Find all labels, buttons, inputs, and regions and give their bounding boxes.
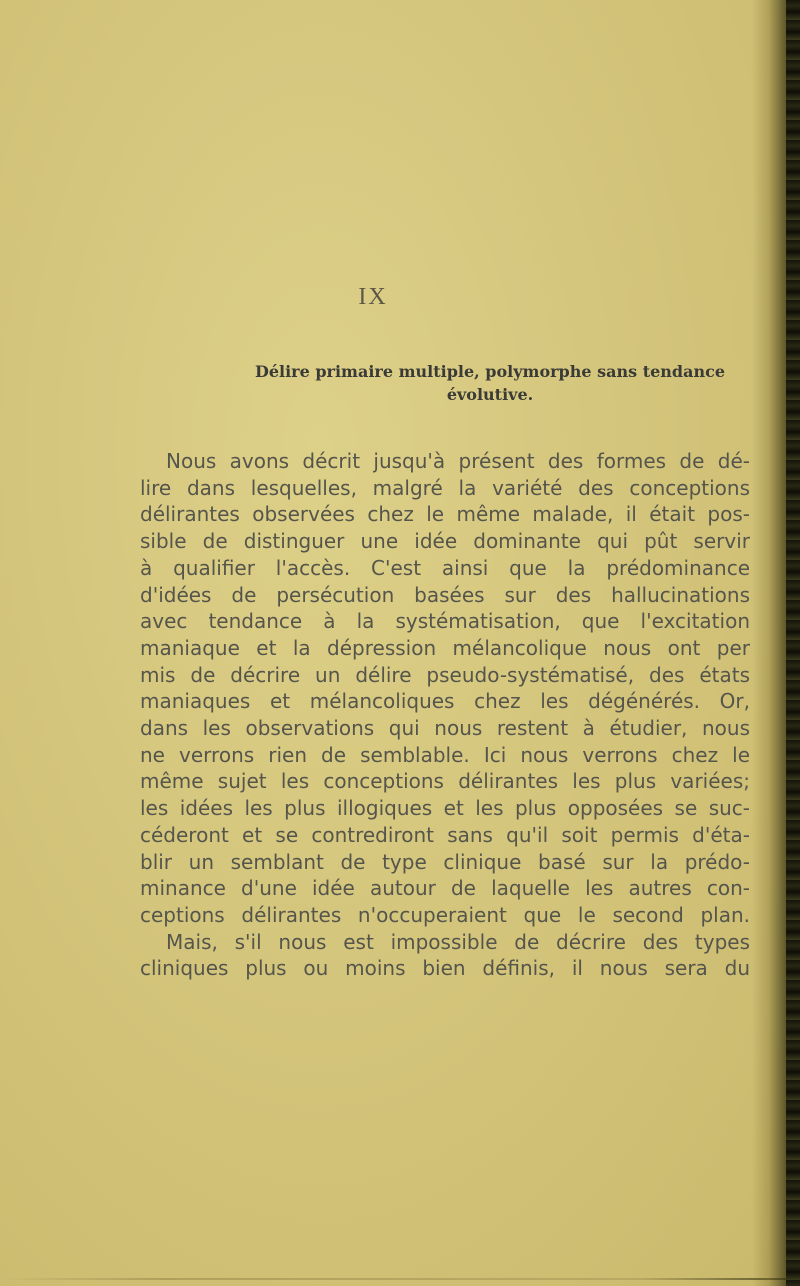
text-line: Mais, s'il nous est impossible de décrire des types [166, 929, 750, 954]
text-line: minance d'une idée autour de laquelle les autres con- [140, 876, 750, 901]
text-line: d'idées de persécution basées sur des hallucinations [140, 582, 750, 607]
chapter-title-line: Délire primaire multiple, polymorphe sans tendance [254, 362, 726, 381]
text-line: cliniques plus ou moins bien définis, il nous sera du [140, 956, 750, 981]
text-line: mis de décrire un délire pseudo-systématisé, des états [140, 662, 750, 687]
text-line: ne verrons rien de semblable. Ici nous verrons chez le [140, 742, 750, 767]
text-line: céderont et se contrediront sans qu'il soit permis d'éta- [140, 822, 750, 847]
text-line: même sujet les conceptions délirantes les plus variées; [140, 769, 750, 794]
text-line: blir un semblant de type clinique basé sur la prédo- [140, 849, 750, 874]
text-line: maniaques et mélancoliques chez les dégénérés. Or, [140, 689, 750, 714]
text-line: lire dans lesquelles, malgré la variété des conceptions [140, 475, 750, 500]
chapter-title-line: évolutive. [446, 385, 534, 404]
text-line: ceptions délirantes n'occuperaient que le second plan. [140, 902, 750, 927]
text-line: sible de distinguer une idée dominante qui pût servir [140, 529, 750, 554]
text-line: avec tendance à la systématisation, que l'excitation [140, 609, 750, 634]
text-line: à qualifier l'accès. C'est ainsi que la prédominance [140, 555, 750, 580]
text-line: délirantes observées chez le même malade, il était pos- [140, 502, 750, 527]
text-line: maniaque et la dépression mélancolique nous ont per [140, 635, 750, 660]
text-line: dans les observations qui nous restent à étudier, nous [140, 716, 750, 741]
chapter-number: IX [358, 284, 388, 310]
chapter-title [230, 360, 750, 406]
text-line: Nous avons décrit jusqu'à présent des formes de dé- [166, 449, 750, 473]
page-bottom-edge [0, 1278, 800, 1280]
text-line: les idées les plus illogiques et les plus opposées se suc- [140, 796, 750, 821]
book-spine-edge [786, 0, 800, 1286]
body-paragraphs [140, 448, 750, 982]
